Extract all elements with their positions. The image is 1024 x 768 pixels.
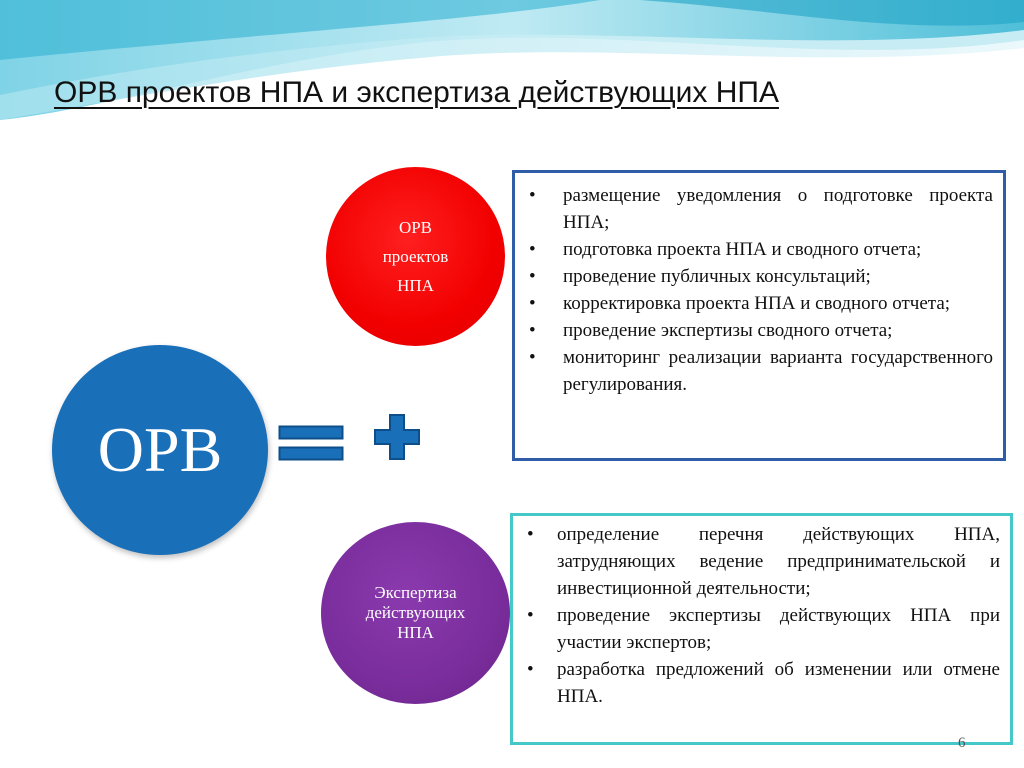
list-item: • корректировка проекта НПА и сводного отчета;	[525, 290, 993, 317]
plus-icon	[373, 413, 421, 461]
circle-line: НПА	[397, 276, 434, 295]
list-item: • размещение уведомления о подготовке проекта НПА;	[525, 182, 993, 236]
orv-projects-steps-box	[512, 170, 1006, 461]
header-wave-decoration	[0, 0, 1024, 140]
circle-line: НПА	[397, 623, 434, 642]
page-number: 6	[958, 735, 966, 751]
circle-line: действующих	[365, 603, 466, 622]
circle-line: ОРВ	[398, 218, 433, 237]
orv-center-label: ОРВ	[97, 414, 223, 485]
list-item: • подготовка проекта НПА и сводного отчета;	[525, 236, 993, 263]
orv-center-circle	[52, 345, 268, 555]
expertise-circle	[321, 522, 510, 704]
circle-line: Экспертиза	[374, 583, 457, 602]
list-item: • определение перечня действующих НПА, затрудняющих ведение предпринимательской и инвестиционной деятельности;	[523, 521, 1000, 602]
expertise-steps-list	[523, 521, 1000, 710]
list-item: • проведение экспертизы сводного отчета;	[525, 317, 993, 344]
orv-steps-list	[525, 182, 993, 398]
list-item: • мониторинг реализации варианта государственного регулирования.	[525, 344, 993, 398]
expertise-steps-box	[510, 513, 1013, 745]
list-item: • проведение экспертизы действующих НПА при участии экспертов;	[523, 602, 1000, 656]
equals-icon	[278, 425, 344, 461]
circle-line: проектов	[382, 247, 449, 266]
list-item: • разработка предложений об изменении или отмене НПА.	[523, 656, 1000, 710]
page-title: ОРВ проектов НПА и экспертиза действующих НПА	[54, 76, 779, 109]
list-item: • проведение публичных консультаций;	[525, 263, 993, 290]
orv-projects-circle	[326, 167, 505, 346]
